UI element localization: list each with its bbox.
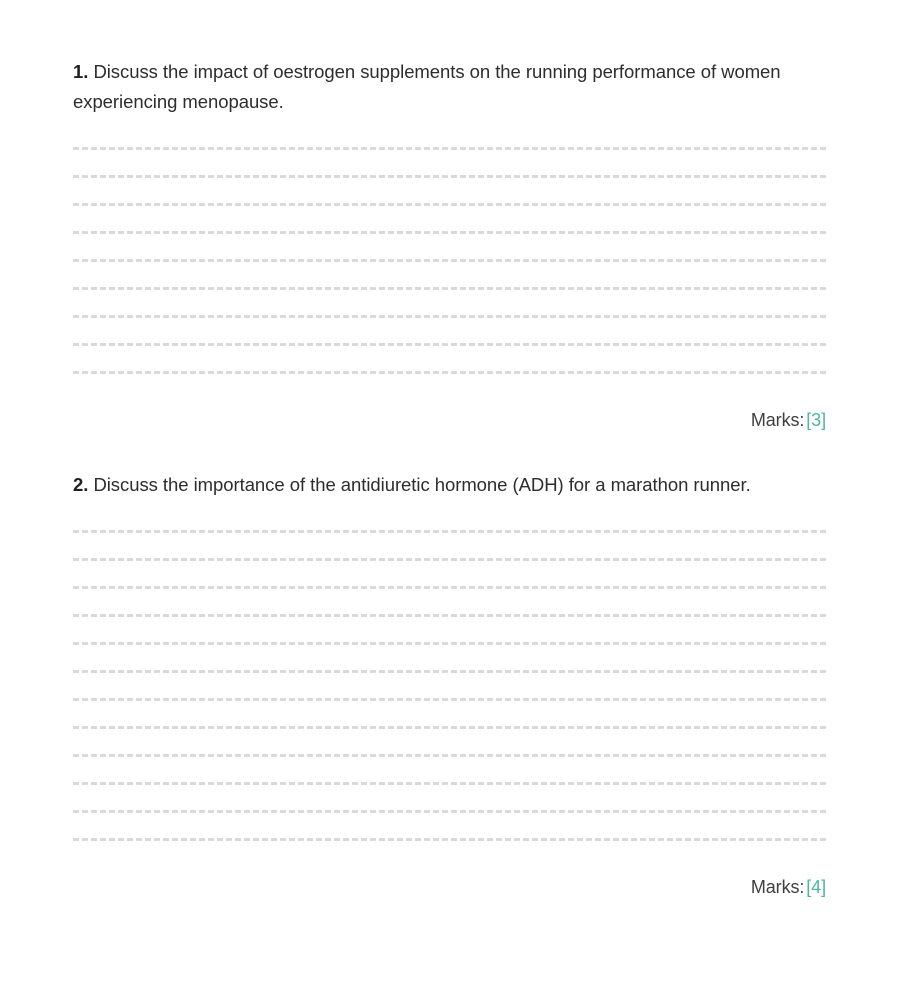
answer-line[interactable] [73, 754, 826, 757]
answer-line[interactable] [73, 371, 826, 374]
marks-row-2 [73, 877, 826, 898]
question-block-1 [73, 0, 827, 431]
answer-line[interactable] [73, 782, 826, 785]
answer-line[interactable] [73, 259, 826, 262]
question-2-body: Discuss the importance of the antidiuretic hormone (ADH) for a marathon runner. [93, 474, 751, 495]
answer-line[interactable] [73, 175, 826, 178]
marks-label-2: Marks: [750, 877, 805, 897]
marks-value-2: [4] [806, 877, 826, 897]
answer-line[interactable] [73, 530, 826, 533]
answer-line[interactable] [73, 586, 826, 589]
marks-value-1: [3] [806, 410, 826, 430]
answer-line[interactable] [73, 231, 826, 234]
marks-row-1 [73, 410, 826, 431]
answer-line[interactable] [73, 726, 826, 729]
question-2-text [73, 470, 818, 500]
answer-line[interactable] [73, 698, 826, 701]
answer-line[interactable] [73, 315, 826, 318]
answer-line[interactable] [73, 838, 826, 841]
answer-line[interactable] [73, 642, 826, 645]
answer-line[interactable] [73, 343, 826, 346]
answer-area-2[interactable] [73, 530, 826, 841]
question-1-body: Discuss the impact of oestrogen supplements on the running performance of women experiencing menopause. [73, 61, 781, 112]
answer-line[interactable] [73, 614, 826, 617]
question-2-number: 2. [73, 474, 89, 495]
answer-area-1[interactable] [73, 147, 826, 374]
answer-line[interactable] [73, 558, 826, 561]
question-1-text [73, 57, 818, 117]
question-1-number: 1. [73, 61, 89, 82]
answer-line[interactable] [73, 287, 826, 290]
answer-line[interactable] [73, 147, 826, 150]
question-block-2 [73, 431, 827, 898]
answer-line[interactable] [73, 670, 826, 673]
marks-label-1: Marks: [750, 410, 805, 430]
answer-line[interactable] [73, 203, 826, 206]
answer-line[interactable] [73, 810, 826, 813]
